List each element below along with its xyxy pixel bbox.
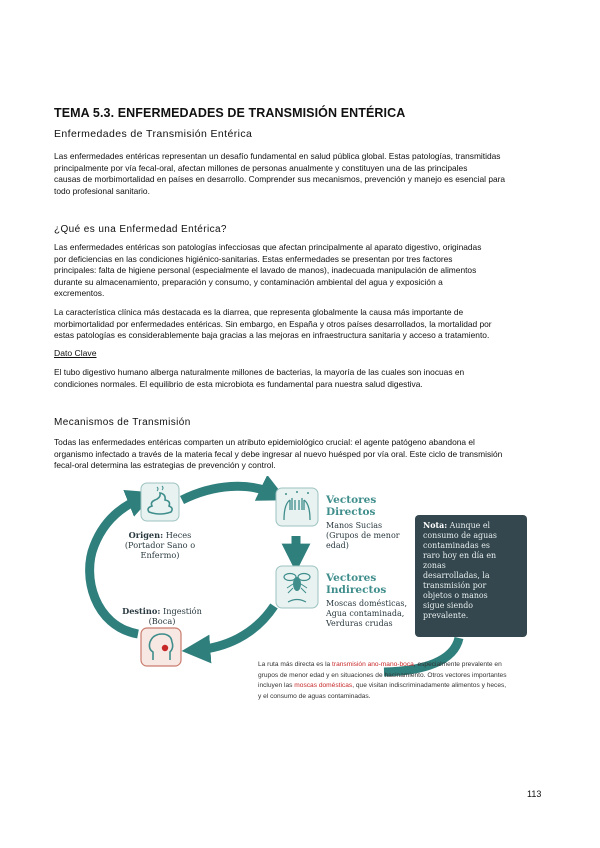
note-line: prevalente. [423, 611, 469, 620]
note-line: contaminadas es [423, 541, 490, 550]
text-line: principalmente por vía fecal-oral, afectan millones de personas anualmente y constituyen una de las principales [54, 162, 468, 173]
text-line: condiciones normales. El equilibrio de esta microbiota es fundamental para nuestra salud digestiva. [54, 378, 423, 389]
text-line: causas de morbimortalidad en países en desarrollo. Comprender sus mecanismos, prevención y manejo es esencial para [54, 174, 506, 184]
destination-label [114, 606, 210, 626]
page-number: 113 [527, 789, 542, 799]
indirect-vectors-line: Agua contaminada, [326, 609, 405, 618]
section-heading-mechanisms: Mecanismos de Transmisión [54, 417, 191, 428]
page-title: TEMA 5.3. ENFERMEDADES DE TRANSMISIÓN ENTÉRICA [54, 106, 406, 120]
text-line: Todas las enfermedades entéricas comparten un atributo epidemiológico crucial: el agente patógeno abandona el [54, 437, 475, 447]
text-line: por deficiencias en las condiciones higiénico-sanitarias. Estas enfermedades se presentan por tres factores [54, 253, 453, 264]
note-box [415, 515, 527, 637]
cycle-arrow-top [182, 486, 274, 500]
text-line: fecal-oral determina las estrategias de prevención y control. [54, 460, 276, 470]
page-subtitle: Enfermedades de Transmisión Entérica [54, 128, 253, 140]
direct-vectors-title [326, 494, 376, 518]
origin-label-bold: Origen: [128, 530, 164, 540]
caption-text: La ruta más directa es la [258, 661, 333, 668]
note-line: desarrolladas, la [423, 571, 490, 580]
origin-label-text: Heces [165, 530, 192, 540]
caption-highlight: moscas domésticas [294, 682, 353, 689]
section-heading-what-is: ¿Qué es una Enfermedad Entérica? [54, 224, 227, 235]
direct-vectors-title-line: Vectores [326, 494, 377, 506]
note-line: Aunque el [449, 521, 491, 530]
text-line: Las enfermedades entéricas representan un desafío fundamental en salud pública global. Estas patologías, transmitidas [54, 151, 501, 161]
intro-paragraph [54, 151, 546, 197]
caption-text: y el consumo de aguas contaminadas. [258, 692, 371, 700]
transmission-diagram [54, 476, 546, 716]
direct-vectors-line: edad) [326, 541, 349, 550]
fly-icon [276, 566, 318, 608]
text-line: organismo infectado a través de la materia fecal y debe ingresar al nuevo huésped por vía oral. Este ciclo de transmisión [54, 448, 503, 459]
caption-highlight: transmisión ano-mano-boca [332, 661, 414, 668]
caption-text: incluyen las [258, 682, 295, 689]
direct-vectors-description [326, 521, 400, 551]
direct-vectors-line: (Grupos de menor [326, 531, 400, 540]
note-line: sigue siendo [423, 601, 474, 610]
text-line: estas patologías es considerablemente baja gracias a las mejoras en infraestructura sanitaria y acceso a tratamiento. [54, 330, 490, 340]
caption-text: , especialmente prevalente en [413, 661, 502, 668]
direct-vectors-title-line: Directos [326, 506, 376, 518]
feces-icon [141, 483, 179, 521]
text-line: todo profesional sanitario. [54, 185, 150, 196]
key-fact-label: Dato Clave [54, 348, 97, 358]
origin-label-line: Enfermo) [140, 550, 180, 560]
head-icon [141, 628, 181, 666]
caption-text: , que visitan indiscriminadamente alimentos y heces, [352, 682, 507, 689]
indirect-vectors-description [326, 599, 407, 629]
text-line: excrementos. [54, 288, 105, 298]
indirect-vectors-line: Moscas domésticas, [326, 599, 408, 608]
caption-text: grupos de menor edad y en situaciones de hacinamiento. Otros vectores importantes [258, 671, 507, 679]
note-line: raro hoy en día en [423, 551, 497, 560]
indirect-vectors-title-line: Vectores [326, 572, 377, 584]
destination-label-text: Ingestión [162, 606, 202, 616]
note-label: Nota: [423, 521, 448, 530]
text-line: principales: falta de higiene personal (especialmente el lavado de manos), inadecuada manipulación de alimentos [54, 265, 477, 275]
key-fact-paragraph [54, 367, 546, 390]
origin-label-line: (Portador Sano o [124, 540, 196, 550]
origin-label [114, 530, 206, 560]
text-line: La característica clínica más destacada es la diarrea, que representa globalmente la causa más importante de [54, 307, 464, 317]
text-line: durante su almacenamiento, preparación y consumo, y contaminación ambiental del agua y exposición a [54, 276, 443, 287]
section1-paragraph-1 [54, 242, 546, 300]
section2-paragraph [54, 437, 546, 472]
destination-label-line: (Boca) [148, 616, 176, 626]
hands-icon [276, 488, 318, 526]
section1-paragraph-2 [54, 307, 546, 342]
note-line: transmisión por [423, 581, 487, 590]
text-line: Las enfermedades entéricas son patologías infecciosas que afectan principalmente al aparato digestivo, originadas [54, 242, 482, 252]
direct-vectors-line: Manos Sucias [326, 521, 383, 530]
text-line: El tubo digestivo humano alberga naturalmente millones de bacterias, la mayoría de las cuales son inocuas en [54, 367, 465, 377]
diagram-caption [258, 660, 546, 702]
indirect-vectors-title [326, 572, 386, 596]
indirect-vectors-line: Verduras crudas [326, 619, 393, 628]
text-line: morbimortalidad por enfermedades entéricas. Sin embargo, en España y otros países desarrollados, la mortalidad por [54, 318, 492, 329]
indirect-vectors-title-line: Indirectos [326, 584, 387, 596]
note-line: objetos o manos [423, 591, 488, 600]
note-line: zonas [423, 561, 446, 570]
destination-label-bold: Destino: [122, 606, 161, 616]
note-line: consumo de aguas [423, 531, 497, 540]
